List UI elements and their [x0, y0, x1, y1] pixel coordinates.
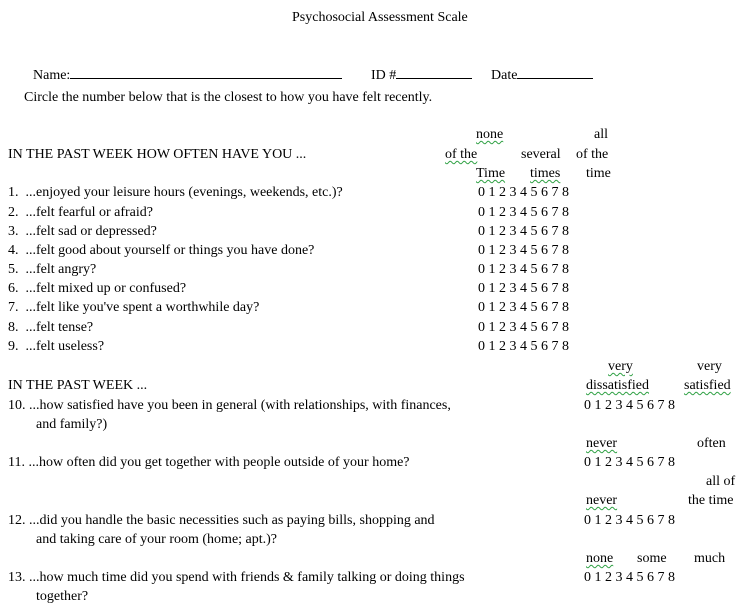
q12-anchor-low: never	[586, 493, 618, 508]
list-item	[8, 224, 157, 240]
item-text: ...felt useless?	[25, 339, 105, 354]
rating-scale-13[interactable]: 0 1 2 3 4 5 6 7 8	[584, 570, 675, 585]
list-item	[8, 281, 186, 297]
rating-scale-2[interactable]: 0 1 2 3 4 5 6 7 8	[478, 205, 569, 220]
q11-anchor-low: never	[586, 436, 618, 451]
q13-anchor-mid: some	[637, 551, 667, 566]
rating-scale-7[interactable]: 0 1 2 3 4 5 6 7 8	[478, 300, 569, 315]
rating-scale-12[interactable]: 0 1 2 3 4 5 6 7 8	[584, 513, 675, 528]
q12-anchor-high-line2: the time	[688, 493, 734, 508]
rating-scale-6[interactable]: 0 1 2 3 4 5 6 7 8	[478, 281, 569, 296]
item-number: 1.	[8, 185, 19, 200]
name-label: Name:	[33, 68, 71, 83]
item-text: ...felt like you've spent a worthwhile day?	[25, 300, 260, 315]
rating-scale-3[interactable]: 0 1 2 3 4 5 6 7 8	[478, 224, 569, 239]
q10-anchor-high-line2: satisfied	[684, 378, 731, 393]
page-title: Psychosocial Assessment Scale	[292, 10, 468, 25]
anchor-none-line2: of the	[445, 147, 478, 162]
section2-heading: IN THE PAST WEEK ...	[8, 378, 148, 393]
item-text: ...felt tense?	[25, 320, 94, 335]
q11-anchor-high: often	[697, 436, 726, 451]
rating-scale-1[interactable]: 0 1 2 3 4 5 6 7 8	[478, 185, 569, 200]
item-number: 8.	[8, 320, 19, 335]
section1-heading: IN THE PAST WEEK HOW OFTEN HAVE YOU ...	[8, 147, 307, 162]
item-number: 10.	[8, 398, 26, 413]
rating-scale-8[interactable]: 0 1 2 3 4 5 6 7 8	[478, 320, 569, 335]
anchor-none-line1: none	[476, 127, 504, 142]
anchor-several-line2: times	[530, 166, 561, 181]
item-number: 2.	[8, 205, 19, 220]
item-text: ...felt good about yourself or things you have done?	[25, 243, 315, 258]
rating-scale-9[interactable]: 0 1 2 3 4 5 6 7 8	[478, 339, 569, 354]
q10-line2: and family?)	[36, 417, 108, 432]
anchor-all-line2: of the	[576, 147, 609, 162]
date-label: Date	[491, 68, 518, 83]
item-number: 6.	[8, 281, 19, 296]
q12-anchor-high-line1: all of	[706, 474, 736, 489]
item-text: ...felt fearful or afraid?	[25, 205, 153, 220]
item-text: ...how satisfied have you been in general (with relationships, with finances,	[29, 398, 451, 413]
item-number: 11.	[8, 455, 25, 470]
q12-line1	[8, 513, 435, 529]
q12-line2: and taking care of your room (home; apt.)?	[36, 532, 278, 547]
item-text: ...how much time did you spend with friends & family talking or doing things	[29, 570, 465, 585]
anchor-all-line1: all	[594, 127, 608, 142]
anchor-none-line3: Time	[476, 166, 506, 181]
q13-line1	[8, 570, 465, 586]
q10-line1	[8, 398, 451, 414]
item-text: ...how often did you get together with people outside of your home?	[28, 455, 410, 470]
id-field-row	[364, 50, 472, 84]
rating-scale-5[interactable]: 0 1 2 3 4 5 6 7 8	[478, 262, 569, 277]
q10-anchor-high-line1: very	[697, 359, 722, 374]
rating-scale-10[interactable]: 0 1 2 3 4 5 6 7 8	[584, 398, 675, 413]
rating-scale-4[interactable]: 0 1 2 3 4 5 6 7 8	[478, 243, 569, 258]
anchor-all-line3: time	[586, 166, 611, 181]
id-label: ID #	[371, 68, 397, 83]
item-number: 3.	[8, 224, 19, 239]
item-text: ...felt sad or depressed?	[25, 224, 157, 239]
rating-scale-11[interactable]: 0 1 2 3 4 5 6 7 8	[584, 455, 675, 470]
name-blank[interactable]	[70, 66, 342, 79]
item-text: ...did you handle the basic necessities such as paying bills, shopping and	[29, 513, 435, 528]
date-field-row	[484, 50, 593, 84]
list-item	[8, 320, 93, 336]
item-text: ...felt angry?	[25, 262, 97, 277]
anchor-several-line1: several	[521, 147, 561, 162]
instruction-text: Circle the number below that is the closest to how you have felt recently.	[24, 90, 433, 105]
q10-anchor-low-line2: dissatisfied	[586, 378, 649, 393]
q13-anchor-high: much	[694, 551, 726, 566]
q13-anchor-low: none	[586, 551, 614, 566]
q13-line2: together?	[36, 589, 89, 604]
item-number: 5.	[8, 262, 19, 277]
item-text: ...enjoyed your leisure hours (evenings, weekends, etc.)?	[25, 185, 343, 200]
list-item	[8, 262, 96, 278]
item-number: 12.	[8, 513, 26, 528]
list-item	[8, 205, 153, 221]
date-blank[interactable]	[517, 66, 593, 79]
list-item	[8, 243, 314, 259]
item-number: 7.	[8, 300, 19, 315]
list-item	[8, 185, 343, 201]
item-number: 13.	[8, 570, 26, 585]
q11-line1	[8, 455, 410, 471]
item-text: ...felt mixed up or confused?	[25, 281, 187, 296]
item-number: 4.	[8, 243, 19, 258]
list-item	[8, 300, 259, 316]
item-number: 9.	[8, 339, 19, 354]
list-item	[8, 339, 104, 355]
id-blank[interactable]	[396, 66, 472, 79]
name-field-row	[26, 50, 342, 84]
q10-anchor-low-line1: very	[608, 359, 633, 374]
